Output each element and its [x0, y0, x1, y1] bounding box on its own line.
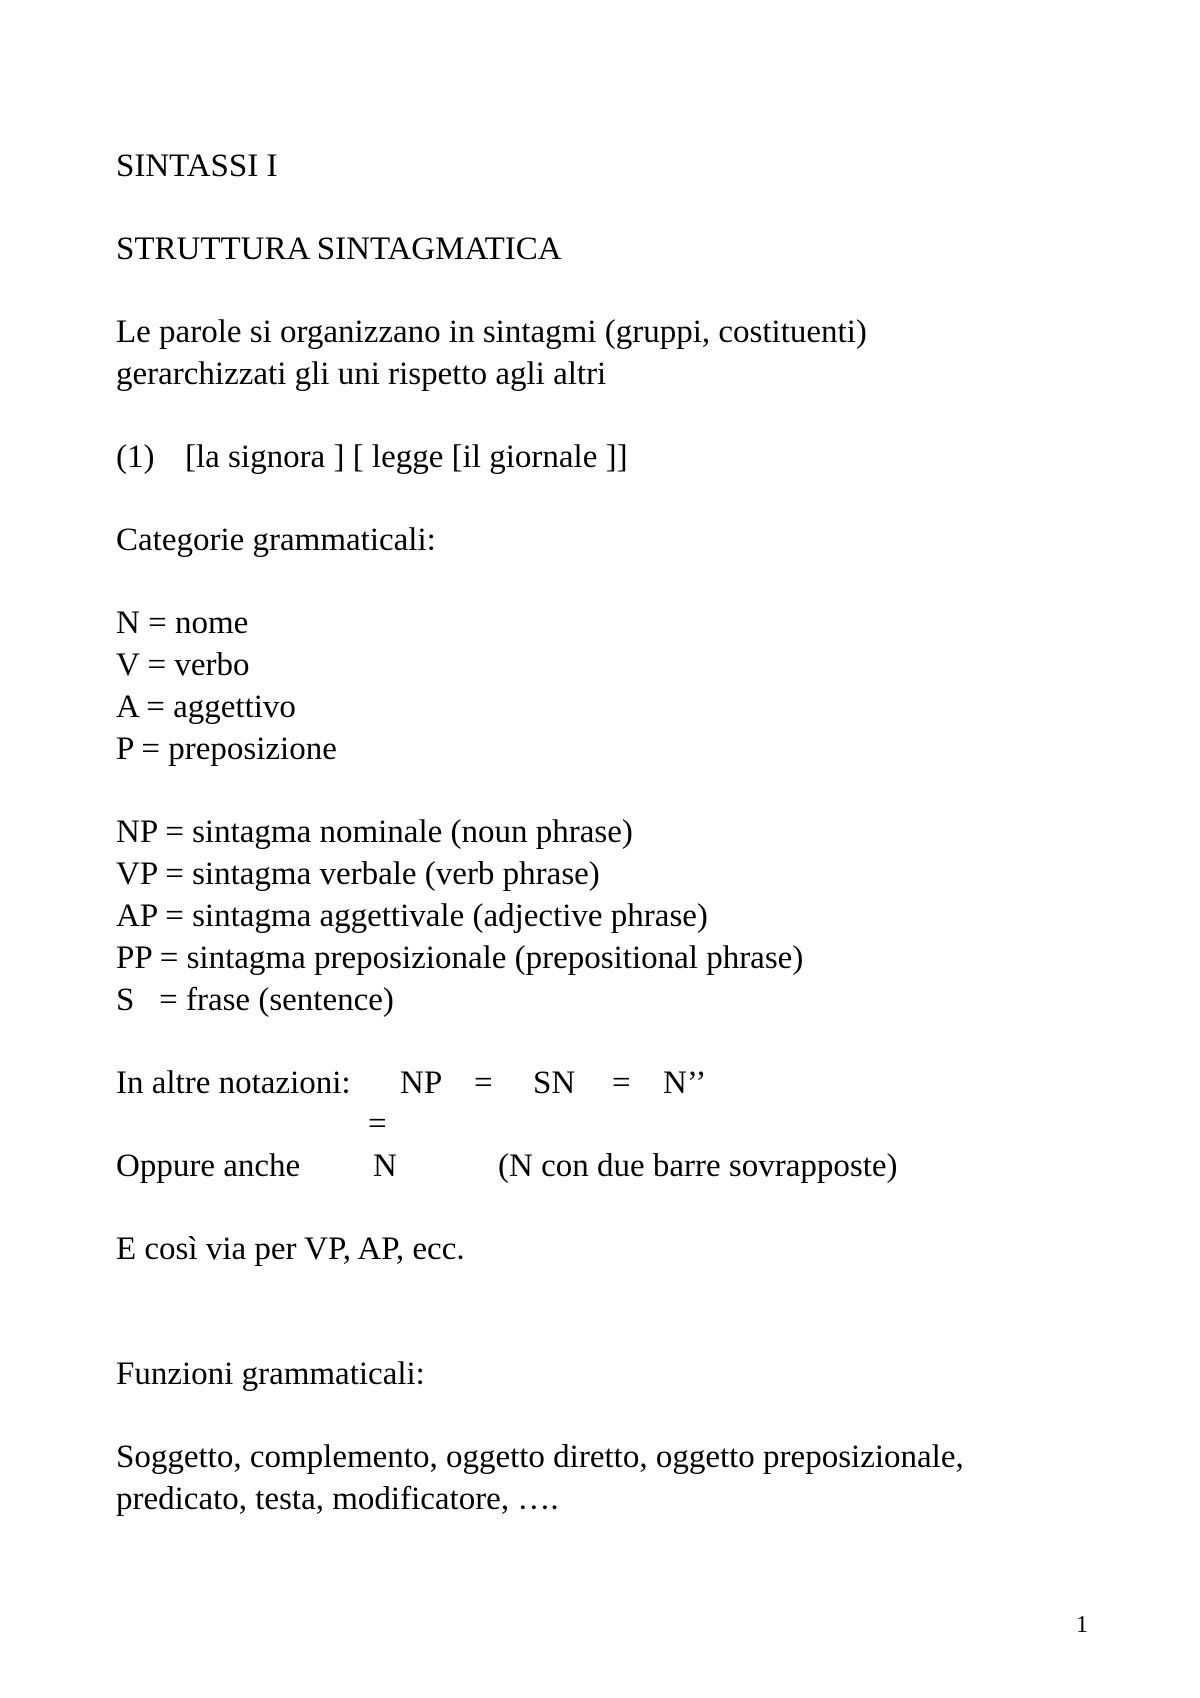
page-number: 1: [1076, 1612, 1088, 1638]
phrase-item: S = frase (sentence): [116, 982, 394, 1018]
notation-sn: SN: [533, 1065, 576, 1101]
n-double-bar-symbol: N: [373, 1148, 397, 1184]
notation-label: In altre notazioni:: [116, 1065, 351, 1101]
category-item: P = preposizione: [116, 731, 337, 767]
etc-line: E così via per VP, AP, ecc.: [116, 1231, 465, 1267]
example-number: (1): [116, 439, 155, 475]
notation-equals: =: [612, 1065, 631, 1101]
notation-n-double-prime: N’’: [663, 1065, 707, 1101]
document-title: SINTASSI I: [116, 148, 278, 184]
functions-line-1: Soggetto, complemento, oggetto diretto, oggetto preposizionale,: [116, 1439, 964, 1475]
phrase-item: VP = sintagma verbale (verb phrase): [116, 856, 600, 892]
category-item: V = verbo: [116, 647, 250, 683]
phrase-item: PP = sintagma preposizionale (prepositional phrase): [116, 940, 804, 976]
notation-np: NP: [400, 1065, 443, 1101]
phrase-item: AP = sintagma aggettivale (adjective phrase): [116, 898, 708, 934]
example-text: [la signora ] [ legge [il giornale ]]: [185, 439, 628, 475]
section-heading: STRUTTURA SINTAGMATICA: [116, 231, 562, 267]
category-item: A = aggettivo: [116, 689, 296, 725]
intro-line-2: gerarchizzati gli uni rispetto agli altri: [116, 356, 607, 392]
categories-heading: Categorie grammaticali:: [116, 522, 436, 558]
functions-line-2: predicato, testa, modificatore, ….: [116, 1481, 559, 1517]
alternative-label: Oppure anche: [116, 1148, 301, 1184]
alternative-note: (N con due barre sovrapposte): [498, 1148, 898, 1184]
double-bar-mark: =: [368, 1106, 387, 1142]
notation-equals: =: [474, 1065, 493, 1101]
category-item: N = nome: [116, 605, 249, 641]
functions-heading: Funzioni grammaticali:: [116, 1356, 425, 1392]
intro-line-1: Le parole si organizzano in sintagmi (gruppi, costituenti): [116, 314, 867, 350]
phrase-item: NP = sintagma nominale (noun phrase): [116, 814, 633, 850]
